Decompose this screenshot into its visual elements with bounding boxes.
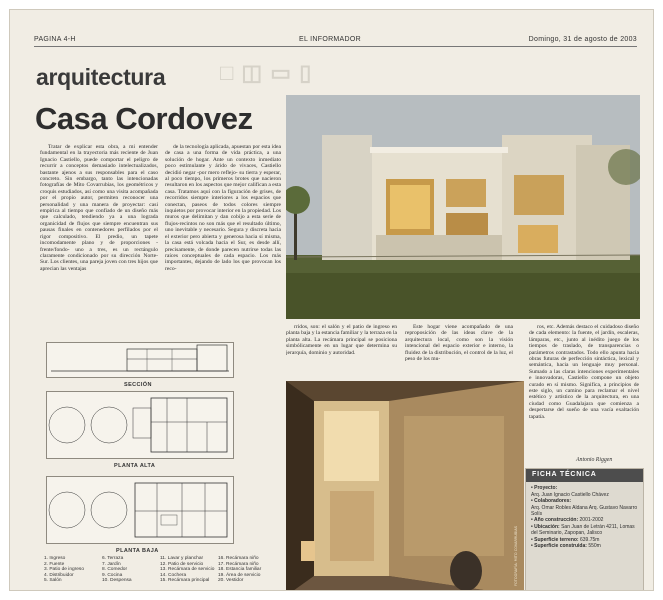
kicker-ghost-watermark: □ ◫ ▭ ▯ [220, 60, 313, 85]
legend-item: 10. Despensa [102, 578, 132, 584]
column-2-text: de la tecnología aplicada, apuestan por esta idea de casa a una forma de vida práctica, a una solución de hogar. Ante un contexto inmediato poco estimulante y árido de vivaces, Castiello decidió negar -por mero reflejo- su tierra y esperar, al poco tiempo, los primeros brotes que nacieron resultaron en los aspectos que mejor califican a esta casa. Tratamos aquí con la figuración de grises, de recorridos siempre interiores a los espacios que conectan, paseos de todos colores siempre inquietos por provocar interior en la propiedad. Los muros que delimitan y dan cobijo a esta serie de flujos-recintos no son más que el resultado último, uno inevitable y necesario. Segura y discreta hacia el exterior pero abierta y generosa hacia sí misma, la casa está volcada hacia el Sur, es desde allí, precisamente, de donde parecen nutrirse todas las raíces conceptuales de cada espacio. Los más importantes, dejando de lado los que provocan los reco- [165, 144, 281, 272]
lot-area-value: 639.75m [580, 536, 600, 543]
legend-item: 2. Fuente [44, 561, 65, 567]
technical-sheet-body [526, 482, 643, 553]
upper-floor-label: PLANTA ALTA [114, 463, 156, 469]
legend-item: 8. Comedor [102, 567, 128, 573]
legend-item: 19. Área de servicio [218, 572, 261, 578]
house-interior-illustration [286, 381, 524, 590]
legend-item: 6. Terraza [102, 556, 124, 561]
upper-floor-plan-lines [47, 392, 233, 458]
collaborators-value: Arq. Omar Robles Aldana Arq. Gustavo Navarro Solís [531, 504, 638, 517]
legend-item: 1. Ingreso [44, 556, 66, 561]
technical-sheet [525, 468, 644, 590]
legend-item: 16. Recámara niño [218, 556, 259, 561]
article-column-1 [40, 144, 158, 344]
header-rule [34, 46, 637, 47]
collaborators-label: • Colaboradores: [531, 498, 572, 505]
built-area-label: • Superficie construida: [531, 543, 587, 550]
photo-credit: FOTOGRAFÍA: MITO COVARRUBIAS [514, 526, 518, 586]
house-exterior-photo [286, 95, 640, 319]
legend-item: 3. Patio de ingreso [44, 567, 85, 573]
legend-item: 9. Cocina [102, 572, 123, 578]
page-section-label: PAGINA 4-H [34, 36, 76, 43]
legend-item: 12. Patio de servicio [160, 561, 204, 567]
room-legend [44, 556, 276, 584]
section-label: SECCIÓN [124, 382, 152, 388]
article-column-4 [405, 324, 513, 376]
upper-floor-plan [46, 391, 234, 459]
newspaper-name: EL INFORMADOR [299, 36, 361, 43]
built-area-value: 550m [588, 543, 601, 550]
house-interior-photo [286, 381, 524, 590]
article-column-3 [286, 324, 397, 376]
ground-floor-label: PLANTA BAJA [116, 548, 159, 554]
project-label: • Proyecto: [531, 485, 558, 491]
legend-item: 20. Vestidor [218, 578, 244, 584]
ground-floor-plan [46, 476, 234, 544]
year-value: 2001-2002 [579, 517, 604, 524]
legend-item: 5. Salón [44, 578, 62, 584]
house-exterior-illustration [286, 95, 640, 319]
legend-item: 15. Recámara principal [160, 578, 210, 584]
technical-sheet-heading: FICHA TÉCNICA [526, 469, 643, 482]
legend-item: 14. Cochera [160, 572, 187, 578]
column-1-text: Tratar de explicar esta obra, a mi entender fundamental en la trayectoria más reciente de Juan Ignacio Castiello, puede comportar el peligro de recurrir a conceptos demasiado intelectualizados, bastante ajenos a sus responsables para el caso concreto. Sin embargo, tanto las intencionadas fotografías de Mito Covarrubias, los geométricos y croquis estudiados, así como una visita acompañada por el propio autor, permiten reconocer una personalidad y una manera de proyectar: casi empírica al tiempo que confiado de un diseño más que calculado, tendiendo ya a una lograda organicidad de flujos que siempre encuentran sus pausas finales en contenedores perfilados por el rigor compositivo. El predio, un tapete incomodamente plano y de proporciones -frente/fondo- uno a tres, es un rectángulo claramente condicionado por su dirección Norte-Sur. Los clientes, una pareja joven con tres hijos que aprecian las ventajas [40, 144, 158, 272]
year-label: • Año construcción: [531, 517, 579, 524]
newspaper-page [10, 10, 653, 590]
ground-floor-plan-lines [47, 477, 233, 543]
legend-item: 18. Estancia familiar [218, 567, 262, 573]
article-byline: Antonio Riggen [576, 457, 613, 463]
legend-item: 7. Jardín [102, 561, 121, 567]
column-3-text: rridos, son: el salón y el patio de ingreso en planta baja y la estancia familiar y la terraza en la planta alta. La recámara principal se posiciona simbólicamente en un lugar que determina su jerarquía, dominio y autoridad. [286, 324, 397, 356]
article-column-2 [165, 144, 281, 344]
column-5-text: ros, etc. Además destaco el cuidadoso diseño de cada elemento: la fuente, el jardín, escaleras, lámparas, etc., junto al inédito juego de los tiempos de traslado, de transparencias o parámetros contrastados. Todo ello apunta hacia obras futuras de perfección sintáctica, lexical y semántica, hacia un lenguaje muy personal. Sumado a las claras intenciones experimentales e innovadoras, Castiello compone un objeto curado en sí mismo. Significa, a principios de este siglo, un camino para reclamar el nivel estético y artístico de la arquitectura, en una ciudad como Guadalajara que comienza a despertarse del sueño de una vacía exaltación tapatía. [529, 324, 639, 420]
lot-area-label: • Superficie terreno: [531, 536, 579, 543]
column-4-text: Este hogar viene acompañado de una reproposición de las ideas clave de la arquitectura local, como son la visión intencional del espacio exterior e interno, la fluidez de la distribución, el control de la luz, el peso de los mu- [405, 324, 513, 363]
legend-item: 17. Recámara niño [218, 561, 259, 567]
section-drawing-lines [47, 343, 233, 377]
location-value: San Juan de Letrán 4211, Lomas del Seminario, Zapopan, Jalisco [531, 524, 635, 537]
article-column-5 [529, 324, 639, 454]
location-label: • Ubicación: [531, 524, 560, 531]
section-drawing [46, 342, 234, 378]
section-kicker: arquitectura [36, 64, 166, 90]
project-value: Arq. Juan Ignacio Castiello Chávez [531, 491, 609, 498]
article-title: Casa Cordovez [35, 101, 253, 136]
legend-item: 4. Distribuidor [44, 572, 74, 578]
issue-date: Domingo, 31 de agosto de 2003 [528, 36, 637, 43]
legend-item: 13. Recámara de servicio [160, 567, 215, 573]
legend-item: 11. Lavar y planchar [160, 556, 204, 561]
